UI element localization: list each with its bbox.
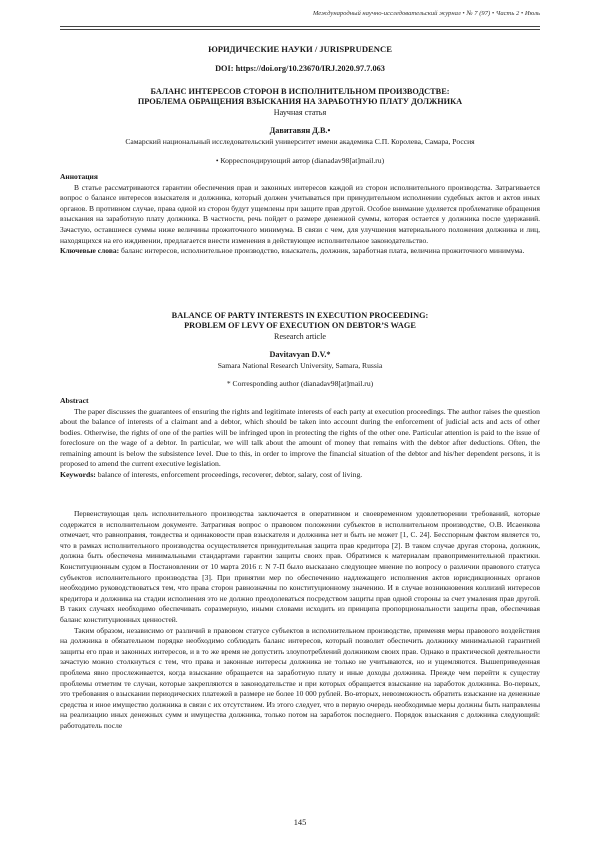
header-rule [60, 26, 540, 27]
abstract-heading-en: Abstract [60, 396, 89, 405]
abstract-heading-ru: Аннотация [60, 172, 98, 181]
title-en-line2: PROBLEM OF LEVY OF EXECUTION ON DEBTOR’S WAGE [184, 321, 416, 330]
title-ru [60, 87, 540, 107]
abstract-text-en: The paper discusses the guarantees of ensuring the rights and legitimate interests of each party at execution proceedings. The author raises the question about the balance of interests of a claimant and a debtor, which should be taken into account during the enforcement of judicial acts and acts of other bodies. Otherwise, the rights of one of the parties will be infringed upon in protecting the rights of the other one. Particular attention is paid to the issue of foreclosure on the wage of a debtor. In particular, we will talk about the amount of money that remains with the debtor after deductions. Often, the remaining amount is below the subsistence level. Due to this, in order to improve the financial situation of the debtor and his/her dependent persons, it is proposed to amend the current executive legislation. [60, 406, 540, 468]
keywords-label-en: Keywords: [60, 469, 96, 479]
keywords-text-en: balance of interests, enforcement proceedings, recoverer, debtor, salary, cost of living. [95, 469, 363, 479]
corresponding-author-en: * Corresponding author (dianadav98[at]mail.ru) [226, 379, 374, 388]
article-type-en: Research article [274, 332, 326, 341]
author-en: Davitavyan D.V.* [269, 350, 331, 359]
article-type-ru: Научная статья [273, 108, 327, 117]
abstract-text-ru: В статье рассматриваются гарантии обеспечения прав и законных интересов каждой из сторон исполнительного производства. Затрагивается вопрос о балансе интересов взыскателя и должника, который должен учитываться при принудительном исполнении судебных актов и актов иных органов. В противном случае, права одной из сторон будут ущемлены при защите прав другой. Особое внимание уделяется проблематике обращения взыскания на заработную плату должника. В частности, речь пойдет о размере денежной суммы, которая остается у должника после удержаний. Зачастую, оставшиеся суммы ниже величины прожиточного минимума. В связи с чем, для улучшения материального положения должника и лиц, находящихся на его иждивении, предлагается внести изменения в действующее исполнительное законодательство. [60, 182, 540, 245]
title-en [60, 311, 540, 331]
affiliation-en: Samara National Research University, Samara, Russia [217, 361, 383, 370]
corresponding-author-ru: • Корреспондирующий автор (dianadav98[at]mail.ru) [215, 156, 385, 165]
abstract-en [60, 396, 540, 480]
header-rule-double [60, 29, 540, 30]
affiliation-ru: Самарский национальный исследовательский университет имени академика С.П. Королева, Самара, Россия [125, 137, 475, 146]
body-text [60, 509, 540, 731]
body-paragraph-2: Таким образом, независимо от различий в правовом статусе субъектов в исполнительном производстве, применяя меры правового воздействия на должника в обязательном порядке необходимо соблюдать баланс интересов, который позволит обеспечить должнику минимальной гарантией защиты его прав и законных интересов, и в то же время не допустить злоупотреблений должником своих прав. Однако в практической деятельности зачастую можно столкнуться с тем, что права и законные интересы должника не только не учитываются, но и ущемляются. Вышеприведенная проблема явно прослеживается, когда взыскание обращается на заработную плату и иные доходы должника. Прежде чем перейти к существу проблемы отметим те случаи, которые закрепляются в законодательстве и при которых обращается взыскание на заработок должника. Во-первых, это требования о взыскании периодических платежей в размере не более 10 000 рублей. Во-вторых, невозможность обратить взыскание на денежные средства и иное имущество должника в связи с их отсутствием. Из этого следует, что в первую очередь необходимые меры должны быть направлены на реализацию иных денежных сумм и имущества должника, только потом на заработок последнего. Порядок взыскания с должника следующий: работодатель после [60, 625, 540, 730]
section-heading: ЮРИДИЧЕСКИЕ НАУКИ / JURISPRUDENCE [208, 44, 392, 54]
page-number: 145 [293, 818, 307, 827]
author-ru: Давитавян Д.В.• [269, 126, 331, 135]
title-en-line1: BALANCE OF PARTY INTERESTS IN EXECUTION PROCEEDING: [171, 311, 429, 320]
body-paragraph-1: Первенствующая цель исполнительного производства заключается в оперативном и своевременном удовлетворении требований, которые содержатся в исполнительном документе. Затрагивая вопрос о правовом положении субъектов в исполнительном производстве, О.В. Исаенкова отмечает, что равноправия, тождества и одинаковости прав взыскателя и должника нет и быть не может [1, С. 24]. Бесспорным фактом является то, что в рамках исполнительного производства осуществляется принудительная защита прав кредитора [2]. В таком случае другая сторона, должник, должна быть обеспечена минимальными стандартами гарантии защиты своих прав. Обратимся к материалам правоприменительной практики. Конституционным судом в Постановлении от 10 марта 2016 г. N 7-П было высказано следующее мнение по вопросу о различии правового статуса субъектов исполнительного производства [3]. При принятии мер по обеспечению надлежащего исполнения актов юрисдикционных органов необходимо руководствоваться тем, что права сторон равнозначны по конституционному значению. И в случае возникновения коллизий интересов кредитора и должника на стадии исполнения это не должно преодолеваться посредством защиты прав одной стороны за счет умаления прав другой. В таких случаях необходимо обеспечивать соразмерную, иными словами исходить из принципа пропорциональности защиты прав, обеспечивая баланс конституционных ценностей. [60, 509, 540, 624]
keywords-en [60, 470, 540, 481]
page [60, 0, 540, 848]
keywords-label-ru: Ключевые слова: [60, 246, 120, 256]
title-ru-line1: БАЛАНС ИНТЕРЕСОВ СТОРОН В ИСПОЛНИТЕЛЬНОМ ПРОИЗВОДСТВЕ: [150, 87, 450, 96]
journal-header: Международный научно-исследовательский журнал • № 7 (97) • Часть 2 • Июль [312, 10, 540, 17]
keywords-ru [60, 246, 540, 257]
title-ru-line2: ПРОБЛЕМА ОБРАЩЕНИЯ ВЗЫСКАНИЯ НА ЗАРАБОТНУЮ ПЛАТУ ДОЛЖНИКА [137, 97, 463, 106]
doi: DOI: https://doi.org/10.23670/IRJ.2020.97.7.063 [215, 64, 385, 73]
keywords-text-ru: баланс интересов, исполнительное производство, взыскатель, должник, заработная плата, величина прожиточного минимума. [119, 246, 525, 256]
abstract-ru [60, 172, 540, 257]
